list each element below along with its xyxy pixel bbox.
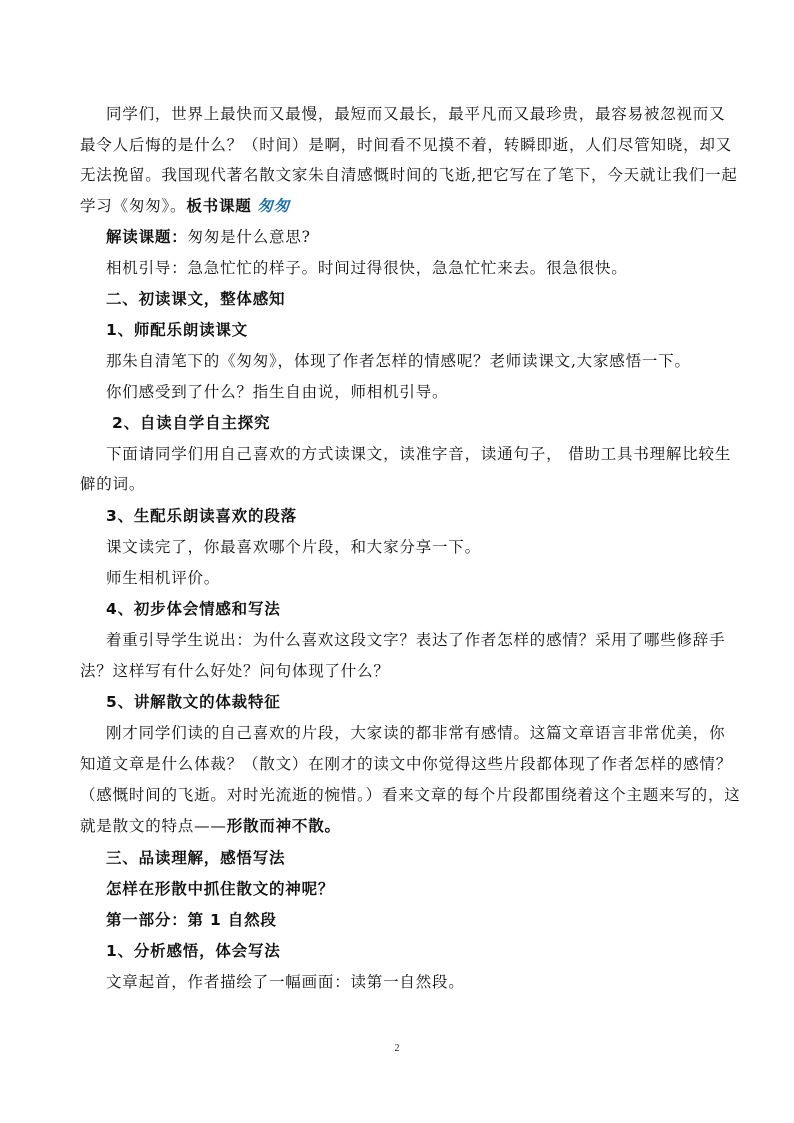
part-heading: 第一部分：第 1 自然段 <box>106 911 277 929</box>
text-run: 就是散文的特点—— <box>80 817 227 835</box>
emphasis-text: 形散而神不散。 <box>226 817 341 835</box>
paragraph-line: 僻的词。 <box>80 475 146 493</box>
section-heading: 三、品读理解，感悟写法 <box>106 849 286 867</box>
paragraph-line: 法？这样写有什么好处？问句体现了什么？ <box>80 662 390 680</box>
board-title-text: 匆匆 <box>257 196 290 215</box>
paragraph-line: 师生相机评价。 <box>106 569 221 587</box>
subsection-heading: 3、生配乐朗读喜欢的段落 <box>106 507 297 525</box>
text-run: 学习《匆匆》。 <box>80 197 187 215</box>
paragraph-line: 着重引导学生说出：为什么喜欢这段文字？表达了作者怎样的感情？采用了哪些修辞手 <box>106 631 726 649</box>
paragraph-line <box>80 816 730 836</box>
section-heading: 二、初读课文，整体感知 <box>106 290 286 308</box>
paragraph-line: （感慨时间的飞逝。对时光流逝的惋惜。）看来文章的每个片段都围绕着这个主题来写的，这 <box>80 786 741 804</box>
subsection-heading: 1、分析感悟，体会写法 <box>106 942 281 960</box>
paragraph-line: 最令人后悔的是什么？（时间）是啊，时间看不见摸不着，转瞬即逝，人们尽管知晓，却又 <box>80 136 733 154</box>
paragraph-line: 文章起首，作者描绘了一幅画面：读第一自然段。 <box>106 973 465 991</box>
subsection-heading: 2、自读自学自主探究 <box>112 414 271 432</box>
page-number: 2 <box>394 1043 400 1054</box>
topic-label: 解读课题： <box>106 228 188 246</box>
subsection-heading: 1、师配乐朗读课文 <box>106 321 248 339</box>
subsection-heading: 5、讲解散文的体裁特征 <box>106 693 281 711</box>
paragraph-line: 刚才同学们读的自己喜欢的片段，大家读的都非常有感情。这篇文章语言非常优美，你 <box>106 724 726 742</box>
paragraph-line <box>80 196 730 216</box>
paragraph-line: 你们感受到了什么？指生自由说，师相机引导。 <box>106 383 449 401</box>
subsection-heading: 4、初步体会情感和写法 <box>106 600 281 618</box>
paragraph-line: 下面请同学们用自己喜欢的方式读课文，读准字音，读通句子， 借助工具书理解比较生 <box>106 445 732 463</box>
paragraph-line: 知道文章是什么体裁？（散文）在刚才的读文中你觉得这些片段都体现了作者怎样的感情？ <box>80 755 733 773</box>
paragraph-line: 那朱自清笔下的《匆匆》，体现了作者怎样的情感呢？老师读课文,大家感悟一下。 <box>106 352 691 370</box>
question-heading: 怎样在形散中抓住散文的神呢？ <box>106 880 335 898</box>
board-title-label: 板书课题 <box>186 197 252 215</box>
paragraph-line <box>106 227 756 247</box>
topic-text: 匆匆是什么意思? <box>187 228 311 246</box>
paragraph-line: 课文读完了，你最喜欢哪个片段，和大家分享一下。 <box>106 538 481 556</box>
paragraph-line: 相机引导：急急忙忙的样子。时间过得很快，急急忙忙来去。很急很快。 <box>106 259 628 277</box>
paragraph-line: 同学们，世界上最快而又最慢，最短而又最长，最平凡而又最珍贵，最容易被忽视而又 <box>106 105 726 123</box>
paragraph-line: 无法挽留。我国现代著名散文家朱自清感慨时间的飞逝,把它写在了笔下，今天就让我们一起 <box>80 166 738 184</box>
